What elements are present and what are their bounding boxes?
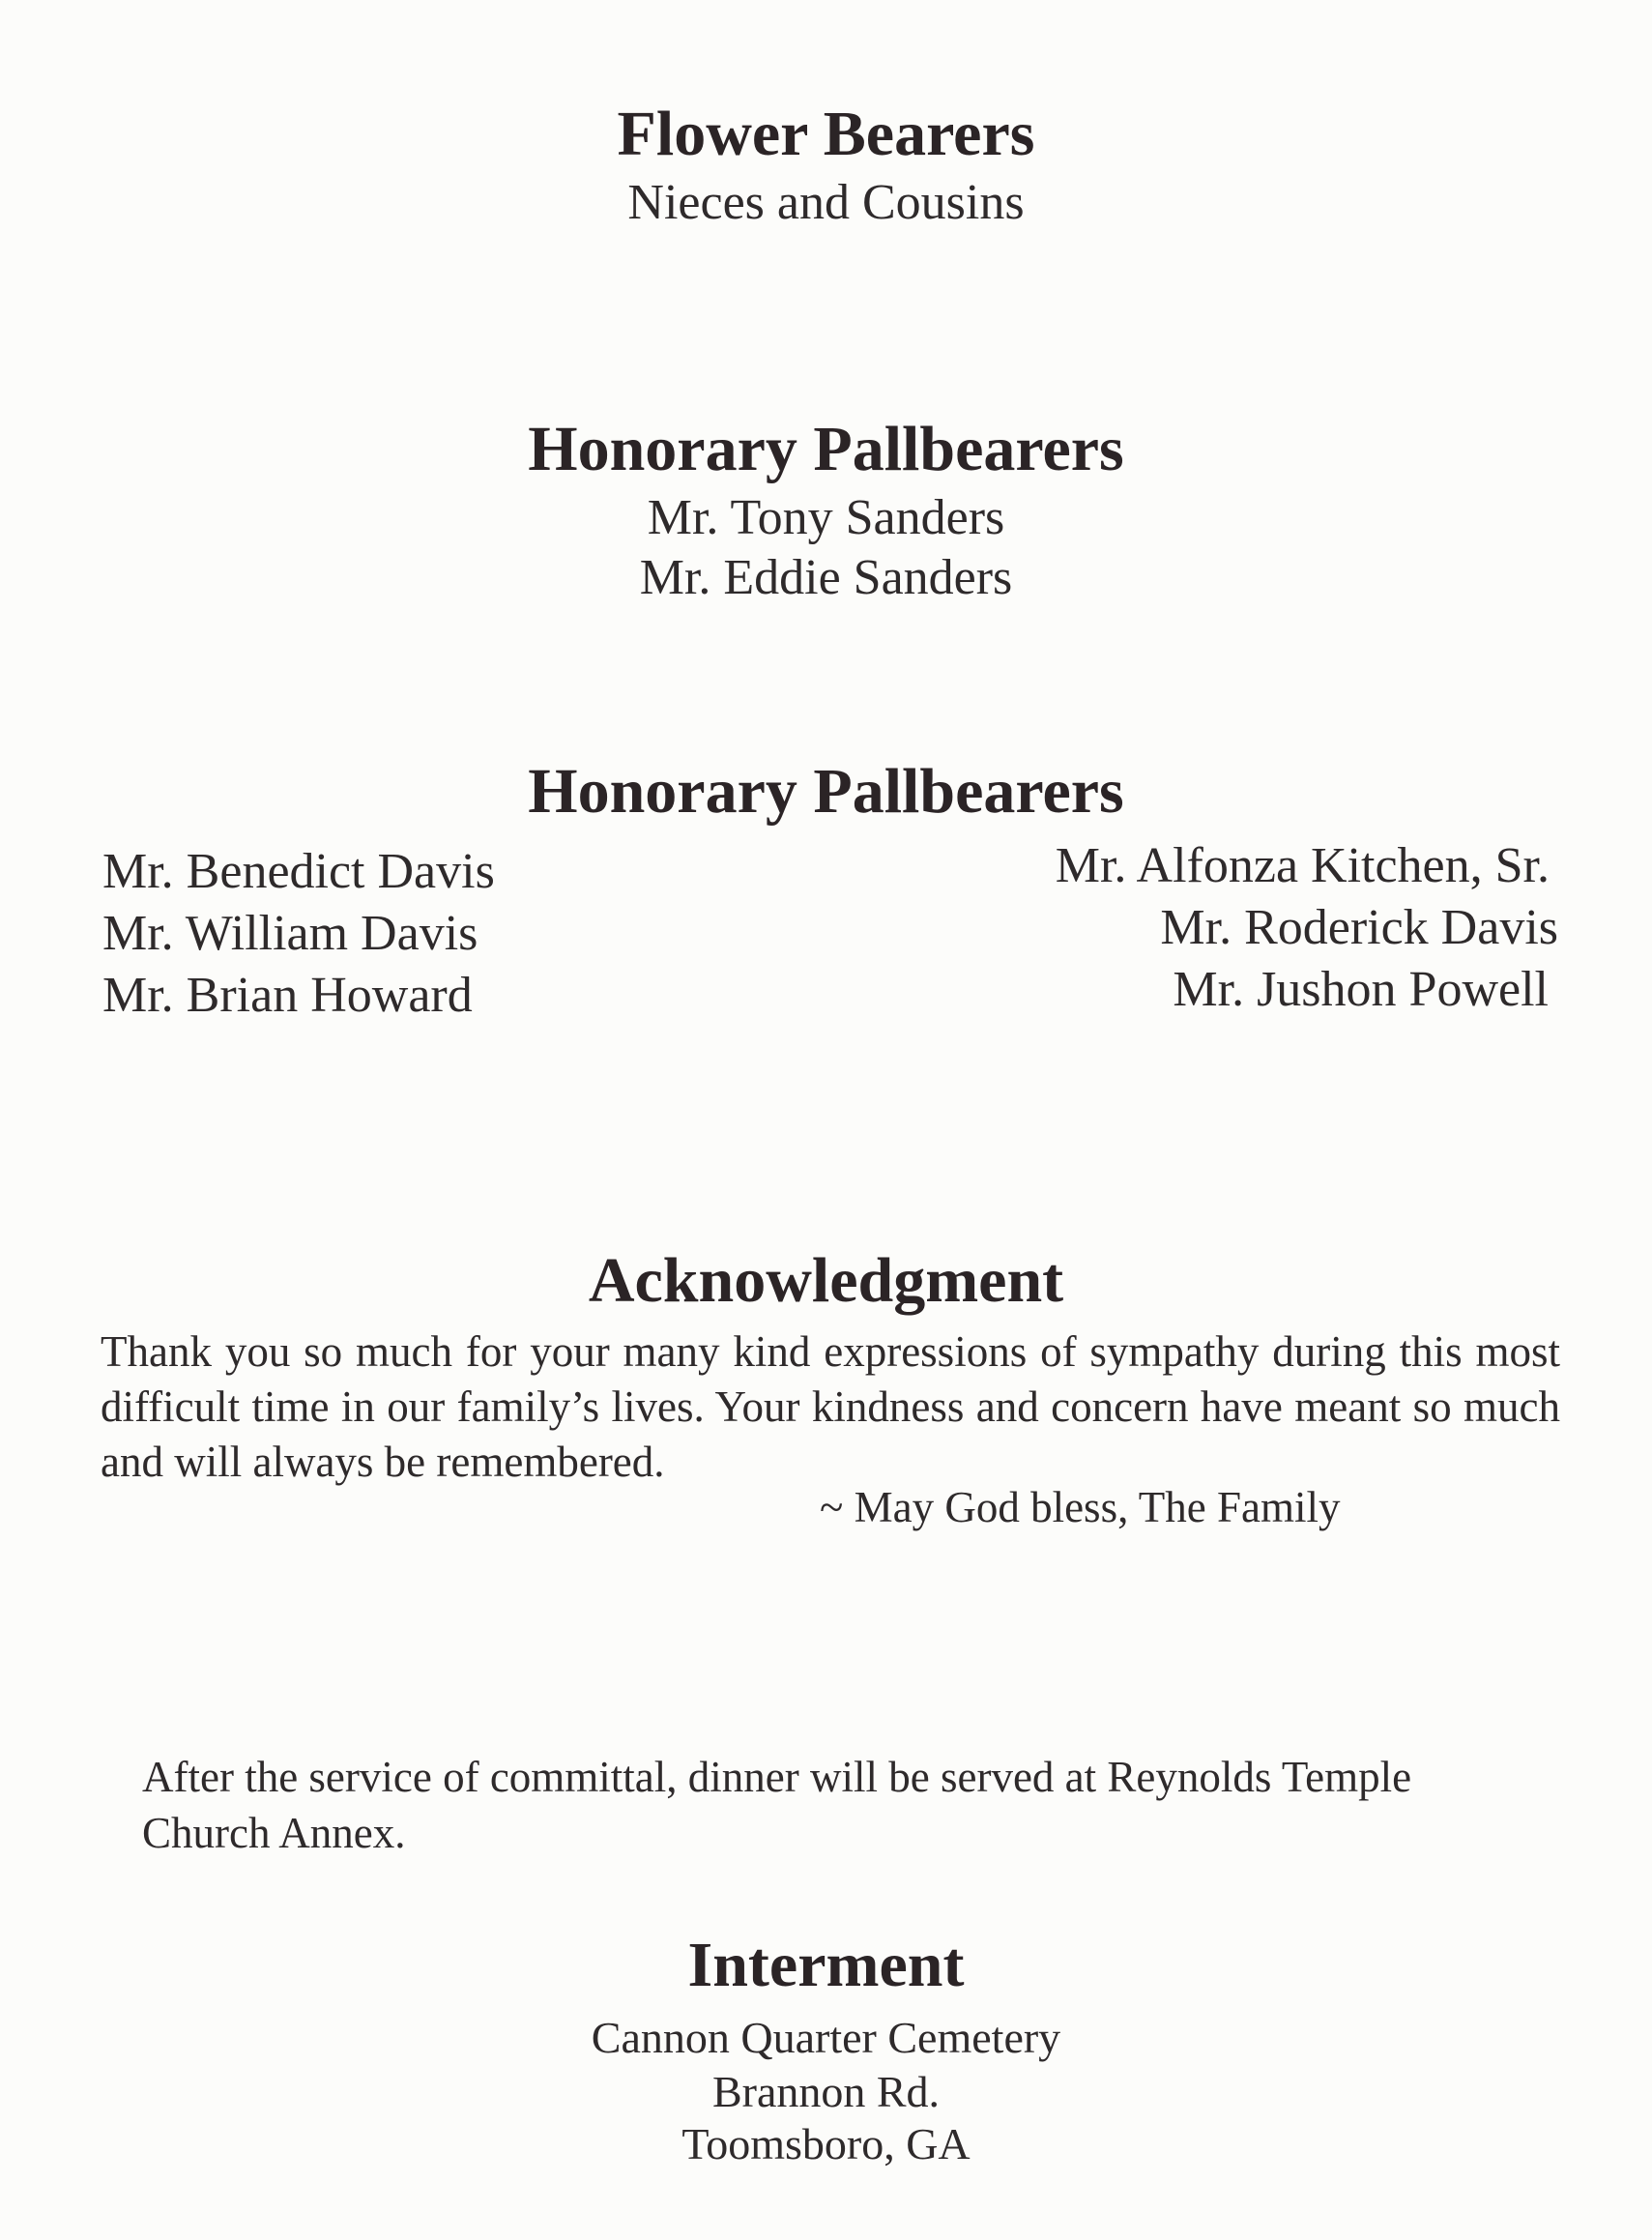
pallbearer-name: Mr. Alfonza Kitchen, Sr. [1055,838,1550,893]
interment-line: Cannon Quarter Cemetery [591,2013,1061,2062]
interment-line: Brannon Rd. [711,2067,941,2116]
interment-heading: Interment [687,1930,965,2000]
pallbearers-left-column [102,841,495,1027]
dinner-note: After the service of committal, dinner will be served at Reynolds Temple Church Annex. [142,1753,1412,1857]
pallbearer-name: Mr. Jushon Powell [1173,962,1549,1017]
pallbearer-name: Mr. William Davis [102,906,478,961]
honorary-pallbearers-heading-1: Honorary Pallbearers [528,414,1124,484]
pallbearer-name: Mr. Roderick Davis [1160,900,1558,955]
pallbearer-name: Mr. Eddie Sanders [639,550,1013,605]
honorary-pallbearers-heading-2: Honorary Pallbearers [528,756,1124,827]
acknowledgment-heading: Acknowledgment [588,1245,1064,1316]
flower-bearers-line: Nieces and Cousins [627,175,1025,230]
acknowledgment-body: Thank you so much for your many kind expressions of sympathy during this most difficult time in our family’s lives. Your kindness and concern have meant so much and will always be remembered. [101,1327,1560,1486]
pallbearer-name: Mr. Tony Sanders [647,490,1005,545]
pallbearer-name: Mr. Brian Howard [102,968,473,1023]
interment-line: Toomsboro, GA [681,2119,971,2168]
acknowledgment-signature: ~ May God bless, The Family [820,1483,1341,1531]
pallbearers-right-column [1056,835,1558,1021]
pallbearer-name: Mr. Benedict Davis [102,844,495,899]
flower-bearers-heading: Flower Bearers [617,99,1035,169]
